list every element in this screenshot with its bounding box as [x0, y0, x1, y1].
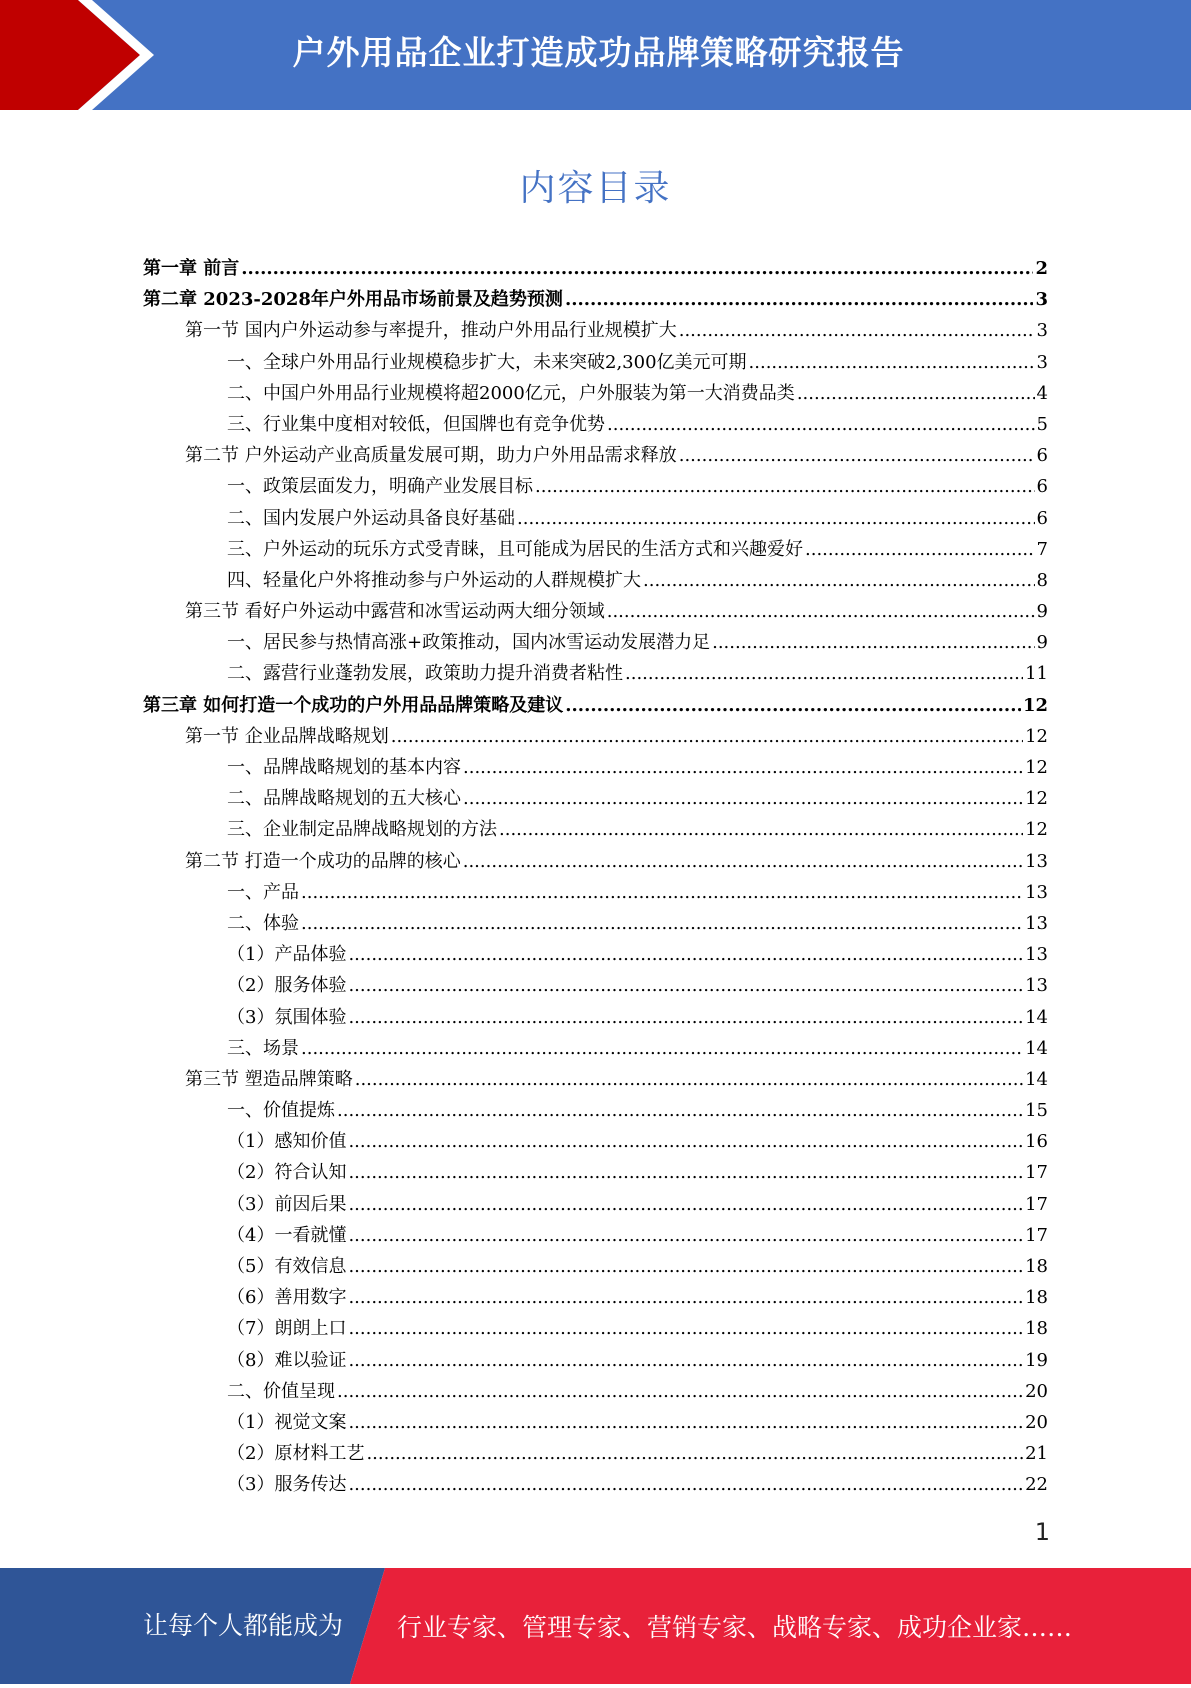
toc-entry-page: 9	[1036, 632, 1048, 654]
toc-dot-leader	[301, 913, 1023, 934]
toc-entry-page: 12	[1025, 757, 1048, 778]
toc-entry-label: （8）难以验证	[227, 1349, 347, 1371]
toc-dot-leader	[463, 788, 1023, 809]
toc-entry-label: 第二章 2023-2028年户外用品市场前景及趋势预测	[143, 289, 563, 311]
toc-dot-leader	[348, 1256, 1023, 1277]
footer-banner	[0, 1568, 1191, 1684]
toc-entry[interactable]	[143, 1346, 1048, 1377]
toc-entry-label: 第二节 打造一个成功的品牌的核心	[185, 850, 461, 872]
toc-entry[interactable]	[143, 909, 1048, 940]
toc-entry[interactable]	[143, 784, 1048, 815]
table-of-contents	[143, 254, 1048, 1502]
toc-dot-leader	[535, 476, 1035, 497]
toc-entry-page: 3	[1036, 351, 1048, 373]
toc-dot-leader	[463, 757, 1023, 778]
toc-entry-page: 16	[1025, 1131, 1048, 1153]
toc-entry-page: 19	[1025, 1349, 1048, 1371]
toc-entry-label: 一、品牌战略规划的基本内容	[227, 757, 461, 778]
toc-dot-leader	[348, 1131, 1023, 1152]
toc-entry-page: 12	[1025, 788, 1048, 810]
toc-entry-page: 13	[1025, 975, 1048, 997]
toc-entry[interactable]	[143, 1096, 1048, 1127]
toc-entry[interactable]	[143, 410, 1048, 441]
toc-dot-leader	[348, 1287, 1023, 1308]
toc-entry-label: 一、产品	[227, 881, 299, 903]
toc-entry[interactable]	[143, 504, 1048, 535]
toc-entry-label: （1）产品体验	[227, 944, 347, 966]
toc-entry-label: 第一节 企业品牌战略规划	[185, 725, 389, 747]
toc-entry-label: 二、中国户外用品行业规模将超2000亿元，户外服装为第一大消费品类	[227, 382, 795, 404]
footer-slogan-left: 让每个人都能成为	[143, 1611, 344, 1640]
toc-dot-leader	[607, 414, 1035, 435]
toc-heading: 内容目录	[519, 168, 672, 209]
toc-dot-leader	[565, 289, 1034, 310]
toc-dot-leader	[348, 1225, 1023, 1246]
toc-entry[interactable]	[143, 940, 1048, 971]
toc-entry-label: （5）有效信息	[227, 1256, 347, 1277]
toc-entry-label: 第一节 国内户外运动参与率提升，推动户外用品行业规模扩大	[185, 320, 677, 342]
toc-entry-page: 13	[1025, 850, 1048, 872]
toc-entry[interactable]	[143, 878, 1048, 909]
toc-dot-leader	[366, 1443, 1023, 1464]
toc-entry-page: 5	[1036, 413, 1048, 435]
toc-dot-leader	[679, 320, 1035, 341]
toc-entry[interactable]	[143, 472, 1048, 503]
toc-dot-leader	[348, 1162, 1023, 1183]
toc-entry[interactable]	[143, 566, 1048, 597]
toc-entry-label: 二、价值呈现	[227, 1380, 335, 1402]
toc-dot-leader	[749, 352, 1035, 373]
toc-entry-page: 2	[1035, 258, 1048, 279]
toc-entry-label: 第三章 如何打造一个成功的户外用品品牌策略及建议	[143, 694, 564, 716]
toc-entry[interactable]	[143, 535, 1048, 566]
toc-dot-leader	[301, 882, 1023, 903]
toc-entry-page: 3	[1035, 289, 1048, 311]
toc-entry[interactable]	[143, 597, 1048, 628]
toc-entry-page: 20	[1025, 1411, 1048, 1433]
toc-dot-leader	[679, 445, 1035, 466]
toc-entry[interactable]	[143, 753, 1048, 784]
toc-entry-page: 15	[1025, 1100, 1048, 1122]
toc-entry-label: （3）服务传达	[227, 1474, 347, 1496]
toc-entry[interactable]	[143, 316, 1048, 347]
toc-entry[interactable]	[143, 379, 1048, 410]
toc-entry-page: 13	[1025, 944, 1048, 966]
toc-entry-label: 一、政策层面发力，明确产业发展目标	[227, 476, 533, 498]
toc-entry-label: 第三节 塑造品牌策略	[185, 1068, 353, 1090]
toc-dot-leader	[355, 1069, 1023, 1090]
toc-entry[interactable]	[143, 348, 1048, 379]
toc-entry-page: 6	[1036, 476, 1048, 498]
toc-entry-page: 13	[1025, 881, 1048, 903]
toc-dot-leader	[348, 1474, 1023, 1495]
toc-entry[interactable]	[143, 1314, 1048, 1345]
toc-dot-leader	[805, 539, 1035, 560]
toc-dot-leader	[391, 726, 1023, 747]
toc-entry-label: 第二节 户外运动产业高质量发展可期，助力户外用品需求释放	[185, 445, 677, 467]
toc-dot-leader	[517, 508, 1035, 529]
toc-entry[interactable]	[143, 1158, 1048, 1189]
header-banner	[0, 0, 1191, 110]
toc-entry-page: 17	[1025, 1193, 1048, 1215]
toc-dot-leader	[348, 975, 1023, 996]
toc-entry-label: 三、场景	[227, 1037, 299, 1059]
toc-entry-page: 4	[1036, 382, 1048, 404]
toc-entry-label: 三、行业集中度相对较低，但国牌也有竞争优势	[227, 413, 605, 435]
toc-entry[interactable]	[143, 628, 1048, 659]
toc-entry-page: 12	[1025, 725, 1048, 747]
toc-dot-leader	[348, 944, 1023, 965]
toc-entry-label: （2）符合认知	[227, 1162, 347, 1184]
toc-entry-page: 18	[1025, 1318, 1048, 1340]
toc-entry[interactable]	[143, 971, 1048, 1002]
toc-entry[interactable]	[143, 1003, 1048, 1034]
toc-entry[interactable]	[143, 1439, 1048, 1470]
toc-entry[interactable]	[143, 815, 1048, 846]
toc-entry-page: 14	[1025, 1068, 1048, 1090]
toc-dot-leader	[348, 1007, 1023, 1028]
toc-entry-label: 三、户外运动的玩乐方式受青睐，且可能成为居民的生活方式和兴趣爱好	[227, 538, 803, 560]
toc-entry[interactable]	[143, 659, 1048, 690]
toc-entry[interactable]	[143, 441, 1048, 472]
toc-entry[interactable]	[143, 1190, 1048, 1221]
toc-entry-page: 7	[1036, 538, 1048, 560]
toc-entry-label: 四、轻量化户外将推动参与户外运动的人群规模扩大	[227, 569, 641, 591]
toc-entry-label: 二、露营行业蓬勃发展，政策助力提升消费者粘性	[227, 663, 623, 685]
toc-dot-leader	[625, 663, 1023, 684]
toc-entry-label: （3）前因后果	[227, 1193, 347, 1215]
toc-entry-label: 一、价值提炼	[227, 1100, 335, 1122]
toc-entry-label: 第一章 前言	[143, 258, 240, 279]
toc-entry[interactable]	[143, 1283, 1048, 1314]
toc-entry-page: 18	[1025, 1287, 1048, 1309]
footer-slogan-right: 行业专家、管理专家、营销专家、战略专家、成功企业家……	[397, 1613, 1073, 1642]
toc-entry-label: （6）善用数字	[227, 1287, 347, 1309]
toc-entry[interactable]	[143, 1127, 1048, 1158]
toc-dot-leader	[348, 1194, 1023, 1215]
toc-entry-page: 14	[1025, 1037, 1048, 1059]
toc-entry-label: 二、品牌战略规划的五大核心	[227, 788, 461, 810]
toc-entry-label: （2）原材料工艺	[227, 1443, 365, 1465]
toc-entry-label: 一、居民参与热情高涨+政策推动，国内冰雪运动发展潜力足	[227, 632, 711, 654]
toc-entry[interactable]	[143, 1065, 1048, 1096]
toc-dot-leader	[337, 1100, 1023, 1121]
toc-entry-page: 14	[1025, 1006, 1048, 1028]
toc-dot-leader	[712, 632, 1034, 653]
toc-dot-leader	[463, 851, 1023, 872]
toc-entry-label: （1）感知价值	[227, 1131, 347, 1153]
toc-entry[interactable]	[143, 285, 1048, 316]
toc-entry-label: （7）朗朗上口	[227, 1318, 347, 1340]
toc-entry-label: 二、国内发展户外运动具备良好基础	[227, 507, 515, 529]
toc-entry-page: 17	[1025, 1224, 1048, 1246]
toc-entry[interactable]	[143, 1377, 1048, 1408]
toc-entry-page: 12	[1025, 819, 1048, 841]
toc-dot-leader	[607, 601, 1035, 622]
toc-dot-leader	[301, 1038, 1023, 1059]
page-number: 1	[1034, 1518, 1050, 1546]
toc-entry[interactable]	[143, 1408, 1048, 1439]
toc-dot-leader	[643, 570, 1035, 591]
toc-entry-page: 9	[1036, 601, 1048, 623]
toc-entry-page: 12	[1022, 694, 1048, 716]
toc-entry[interactable]	[143, 1221, 1048, 1252]
toc-entry[interactable]	[143, 722, 1048, 753]
toc-dot-leader	[348, 1318, 1023, 1339]
toc-dot-leader	[348, 1412, 1023, 1433]
toc-entry-page: 22	[1025, 1474, 1048, 1496]
toc-entry-label: 二、体验	[227, 912, 299, 934]
toc-entry-page: 17	[1025, 1162, 1048, 1184]
toc-entry-page: 18	[1025, 1256, 1048, 1277]
toc-entry[interactable]	[143, 1470, 1048, 1501]
toc-dot-leader	[348, 1350, 1023, 1371]
toc-entry[interactable]	[143, 254, 1048, 285]
toc-dot-leader	[565, 695, 1021, 716]
toc-dot-leader	[241, 258, 1033, 279]
toc-entry-label: 三、企业制定品牌战略规划的方法	[227, 819, 497, 841]
toc-entry-page: 13	[1025, 912, 1048, 934]
toc-entry-page: 6	[1036, 445, 1048, 467]
toc-entry-page: 20	[1025, 1380, 1048, 1402]
toc-dot-leader	[337, 1381, 1023, 1402]
toc-entry-page: 8	[1036, 569, 1048, 591]
toc-entry-label: （4）一看就懂	[227, 1224, 347, 1246]
toc-entry[interactable]	[143, 691, 1048, 722]
toc-entry-label: （1）视觉文案	[227, 1411, 347, 1433]
toc-entry[interactable]	[143, 847, 1048, 878]
toc-entry-page: 6	[1036, 507, 1048, 529]
report-title: 户外用品企业打造成功品牌策略研究报告	[292, 33, 905, 72]
toc-dot-leader	[499, 819, 1023, 840]
toc-entry[interactable]	[143, 1252, 1048, 1283]
toc-entry-page: 3	[1036, 320, 1048, 342]
toc-entry-page: 11	[1025, 663, 1048, 685]
toc-entry-label: （2）服务体验	[227, 975, 347, 997]
toc-entry[interactable]	[143, 1034, 1048, 1065]
toc-entry-label: 第三节 看好户外运动中露营和冰雪运动两大细分领域	[185, 601, 605, 623]
toc-entry-page: 21	[1025, 1443, 1048, 1465]
toc-entry-label: 一、全球户外用品行业规模稳步扩大，未来突破2,300亿美元可期	[227, 351, 747, 373]
toc-dot-leader	[797, 383, 1035, 404]
toc-entry-label: （3）氛围体验	[227, 1006, 347, 1028]
